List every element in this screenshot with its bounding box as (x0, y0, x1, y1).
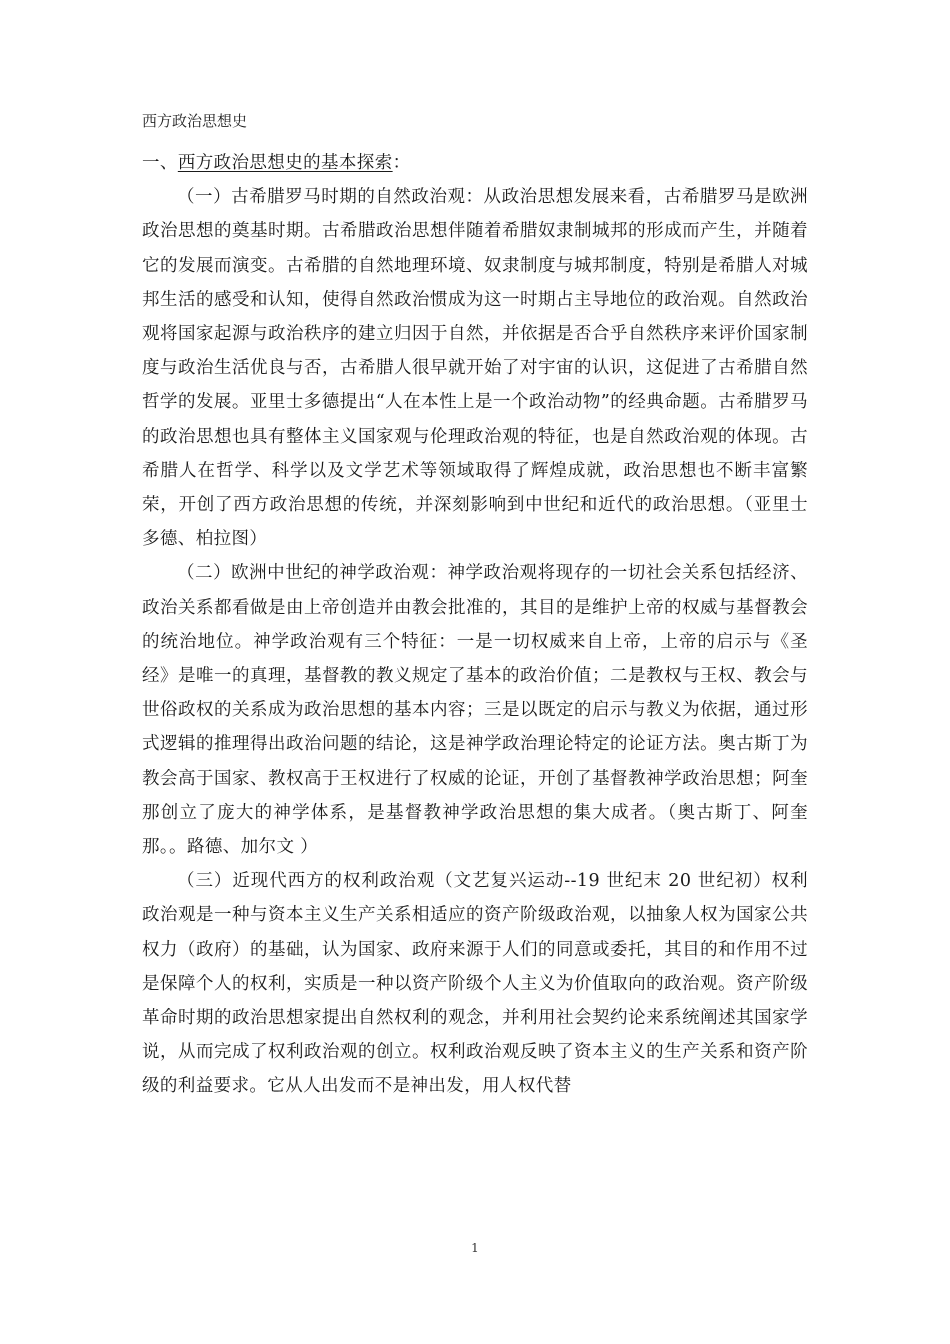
paragraph-ancient-greece-rome: （一）古希腊罗马时期的自然政治观：从政治思想发展来看，古希腊罗马是欧洲政治思想的奠基时期。古希腊政治思想伴随着希腊奴隶制城邦的形成而产生，并随着它的发展而演变。古希腊的自然地理环境、奴隶制度与城邦制度，特别是希腊人对城邦生活的感受和认知，使得自然政治惯成为这一时期占主导地位的政治观。自然政治观将国家起源与政治秩序的建立归因于自然，并依据是否合乎自然秩序来评价国家制度与政治生活优良与否，古希腊人很早就开始了对宇宙的认识，这促进了古希腊自然哲学的发展。亚里士多德提出“人在本性上是一个政治动物”的经典命题。古希腊罗马的政治思想也具有整体主义国家观与伦理政治观的特征，也是自然政治观的体现。古希腊人在哲学、科学以及文学艺术等领域取得了辉煌成就，政治思想也不断丰富繁荣，开创了西方政治思想的传统，并深刻影响到中世纪和近代的政治思想。（亚里士多德、柏拉图） (142, 187, 808, 550)
section-heading-prefix: 一、 (142, 153, 178, 173)
page-number: 1 (471, 1241, 479, 1255)
paragraph-medieval-theology: （二）欧洲中世纪的神学政治观：神学政治观将现存的一切社会关系包括经济、政治关系都看做是由上帝创造并由教会批准的，其目的是维护上帝的权威与基督教会的统治地位。神学政治观有三个特征：一是一切权威来自上帝，上帝的启示与《圣经》是唯一的真理，基督教的教义规定了基本的政治价值；二是教权与王权、教会与世俗政权的关系成为政治思想的基本内容；三是以既定的启示与教义为依据，通过形式逻辑的推理得出政治问题的结论，这是神学政治理论特定的论证方法。奥古斯丁为教会高于国家、教权高于王权进行了权威的论证，开创了基督教神学政治思想；阿奎那创立了庞大的神学体系，是基督教神学政治思想的集大成者。（奥古斯丁、阿奎那。。路德、加尔文 ） (142, 563, 808, 858)
document-body (142, 146, 808, 1104)
section-heading-suffix: ： (392, 153, 411, 173)
section-heading-text: 西方政治思想史的基本探索 (177, 153, 393, 173)
section-heading (142, 146, 808, 180)
paragraph-modern-rights: （三）近现代西方的权利政治观（文艺复兴运动--19 世纪末 20 世纪初）权利政治观是一种与资本主义生产关系相适应的资产阶级政治观，以抽象人权为国家公共权力（政府）的基础，认为国家、政府来源于人们的同意或委托，其目的和作用不过是保障个人的权利，实质是一种以资产阶级个人主义为价值取向的政治观。资产阶级革命时期的政治思想家提出自然权利的观念，并利用社会契约论来系统阐述其国家学说，从而完成了权利政治观的创立。权利政治观反映了资本主义的生产关系和资产阶级的利益要求。它从人出发而不是神出发，用人权代替 (142, 871, 808, 1097)
document-header-title: 西方政治思想史 (142, 112, 248, 130)
